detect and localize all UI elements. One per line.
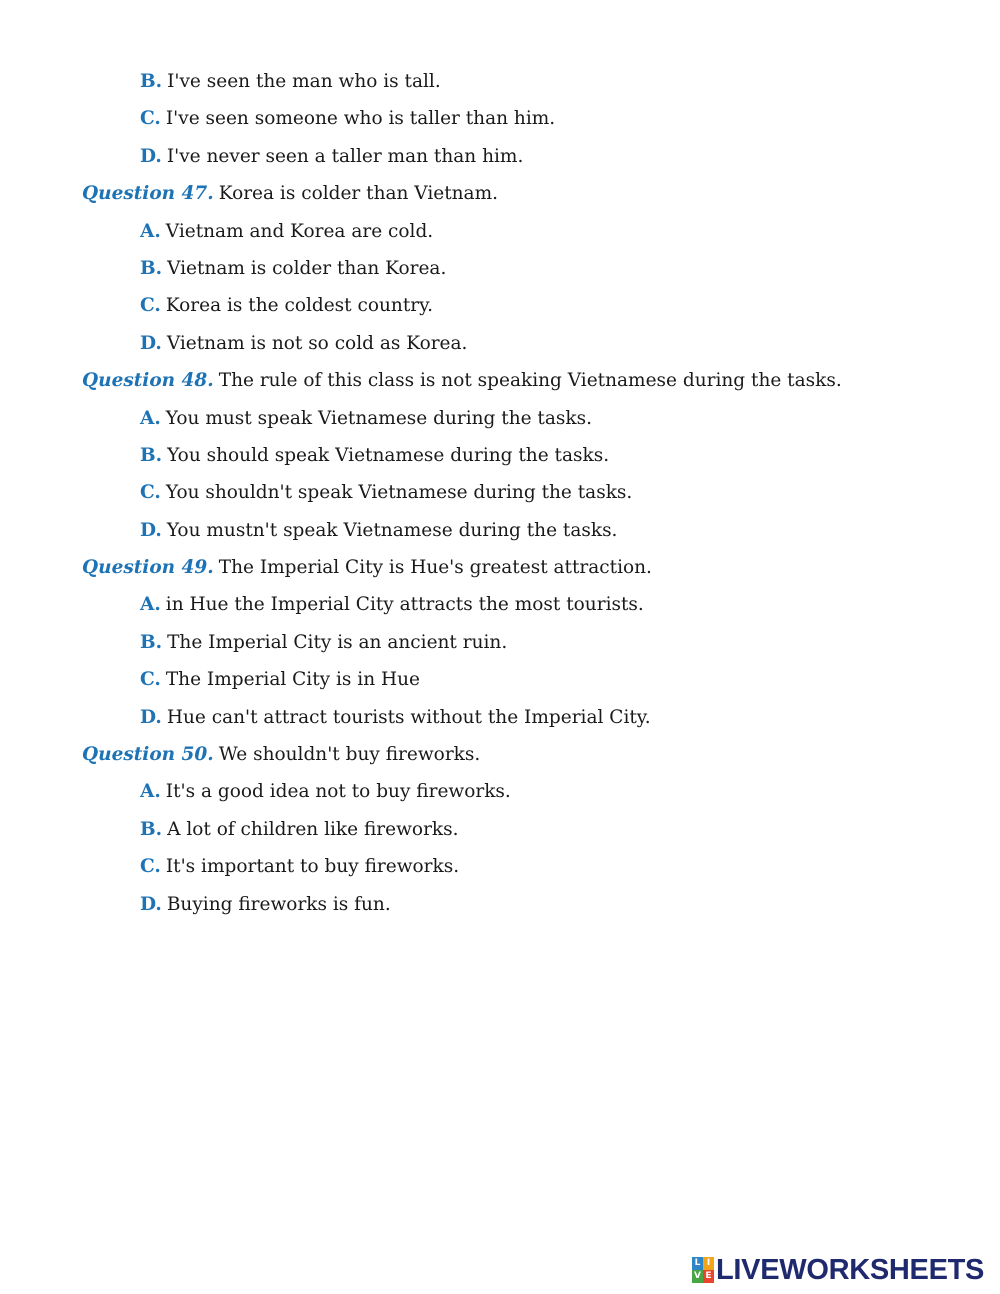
question-text: We shouldn't buy fireworks. xyxy=(218,744,481,766)
answer-option[interactable] xyxy=(0,143,1000,180)
option-letter: A. xyxy=(140,781,161,803)
option-letter: D. xyxy=(140,706,162,728)
option-letter: B. xyxy=(140,257,163,279)
option-text: You mustn't speak Vietnamese during the tasks. xyxy=(166,519,618,541)
answer-option[interactable] xyxy=(0,105,1000,142)
answer-option[interactable] xyxy=(0,405,1000,442)
option-text: The Imperial City is in Hue xyxy=(165,669,420,691)
option-letter: D. xyxy=(140,332,162,354)
option-letter: C. xyxy=(140,856,161,878)
answer-option[interactable] xyxy=(0,68,1000,105)
option-text: The Imperial City is an ancient ruin. xyxy=(167,631,508,653)
option-letter: B. xyxy=(140,71,163,92)
option-text: Vietnam is colder than Korea. xyxy=(167,257,447,279)
question-text: Korea is colder than Vietnam. xyxy=(218,183,499,205)
option-text: in Hue the Imperial City attracts the most tourists. xyxy=(165,594,644,616)
answer-option[interactable] xyxy=(0,704,1000,741)
option-letter: D. xyxy=(140,145,162,167)
answer-option[interactable] xyxy=(0,629,1000,666)
option-letter: C. xyxy=(140,295,161,317)
option-letter: B. xyxy=(140,631,163,653)
option-letter: C. xyxy=(140,108,161,130)
question-label: Question 47. xyxy=(82,183,214,205)
logo-letter: V xyxy=(692,1270,703,1283)
option-letter: B. xyxy=(140,818,163,840)
question-label: Question 49. xyxy=(82,557,214,579)
option-text: Buying fireworks is fun. xyxy=(166,893,391,915)
question-line xyxy=(0,180,1000,217)
answer-option[interactable] xyxy=(0,891,1000,928)
answer-option[interactable] xyxy=(0,517,1000,554)
logo-letter: E xyxy=(703,1270,714,1283)
question-line xyxy=(0,367,1000,404)
logo-letter: I xyxy=(703,1257,714,1270)
option-letter: D. xyxy=(140,893,162,915)
option-text: It's a good idea not to buy fireworks. xyxy=(165,781,511,803)
option-text: You must speak Vietnamese during the tasks. xyxy=(165,407,592,429)
question-line xyxy=(0,741,1000,778)
answer-option[interactable] xyxy=(0,591,1000,628)
question-line xyxy=(0,554,1000,591)
answer-option[interactable] xyxy=(0,778,1000,815)
option-letter: C. xyxy=(140,669,161,691)
logo-letter: L xyxy=(692,1257,703,1270)
option-text: A lot of children like fireworks. xyxy=(167,818,459,840)
option-text: I've seen the man who is tall. xyxy=(167,71,441,92)
option-text: It's important to buy fireworks. xyxy=(165,856,460,878)
answer-option[interactable] xyxy=(0,816,1000,853)
question-text: The rule of this class is not speaking Vietnamese during the tasks. xyxy=(218,370,842,392)
answer-option[interactable] xyxy=(0,330,1000,367)
answer-option[interactable] xyxy=(0,666,1000,703)
answer-option[interactable] xyxy=(0,218,1000,255)
answer-option[interactable] xyxy=(0,479,1000,516)
option-letter: A. xyxy=(140,594,161,616)
option-text: Vietnam is not so cold as Korea. xyxy=(166,332,468,354)
liveworksheets-logo-icon xyxy=(692,1257,714,1283)
option-letter: D. xyxy=(140,519,162,541)
option-text: You should speak Vietnamese during the tasks. xyxy=(167,444,610,466)
option-letter: A. xyxy=(140,220,161,242)
answer-option[interactable] xyxy=(0,442,1000,479)
option-text: I've seen someone who is taller than him. xyxy=(165,108,556,130)
option-letter: B. xyxy=(140,444,163,466)
answer-option[interactable] xyxy=(0,853,1000,890)
option-text: Vietnam and Korea are cold. xyxy=(165,220,434,242)
question-list xyxy=(0,68,1000,928)
option-letter: C. xyxy=(140,482,161,504)
brand-name: LIVEWORKSHEETS xyxy=(716,1253,985,1286)
question-label: Question 48. xyxy=(82,370,214,392)
option-letter: A. xyxy=(140,407,161,429)
option-text: Hue can't attract tourists without the Imperial City. xyxy=(166,706,651,728)
answer-option[interactable] xyxy=(0,292,1000,329)
option-text: Korea is the coldest country. xyxy=(165,295,433,317)
option-text: I've never seen a taller man than him. xyxy=(166,145,524,167)
worksheet-page xyxy=(0,68,1000,928)
question-label: Question 50. xyxy=(82,744,214,766)
option-text: You shouldn't speak Vietnamese during the tasks. xyxy=(165,482,633,504)
liveworksheets-logo xyxy=(692,1254,984,1286)
question-text: The Imperial City is Hue's greatest attraction. xyxy=(218,557,652,579)
answer-option[interactable] xyxy=(0,255,1000,292)
